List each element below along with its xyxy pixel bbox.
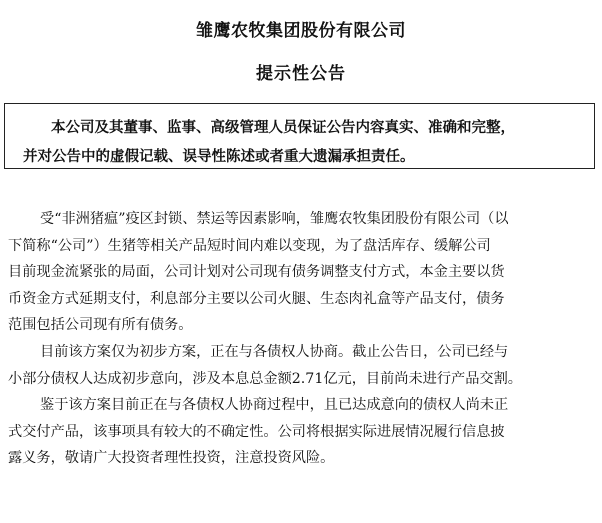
notice-title: 提示性公告	[256, 64, 346, 84]
responsibility-statement-box	[4, 103, 595, 169]
paragraph-3-line-1: 鉴于该方案目前正在与各债权人协商过程中，且已达成意向的债权人尚未正	[40, 397, 509, 414]
notice-body	[8, 206, 598, 472]
paragraph-1-line-4: 币资金方式延期支付，利息部分主要以公司火腿、生态肉礼盒等产品支付，债务	[8, 290, 505, 307]
paragraph-2-line-1: 目前该方案仅为初步方案，正在与各债权人协商。截止公告日，公司已经与	[40, 343, 509, 360]
company-name: 雏鹰农牧集团股份有限公司	[196, 21, 406, 41]
paragraph-3-line-3: 露义务，敬请广大投资者理性投资，注意投资风险。	[8, 450, 335, 467]
statement-line-1: 本公司及其董事、监事、高级管理人员保证公告内容真实、准确和完整，	[51, 119, 515, 136]
paragraph-1-line-5: 范围包括公司现有所有债务。	[8, 317, 193, 334]
paragraph-2-line-2: 小部分债权人达成初步意向，涉及本息总金额2.71亿元，目前尚未进行产品交割。	[8, 370, 522, 387]
paragraph-3-line-2: 式交付产品，该事项具有较大的不确定性。公司将根据实际进展情况履行信息披	[8, 423, 505, 440]
paragraph-1-line-3: 目前现金流紧张的局面，公司计划对公司现有债务调整支付方式，本金主要以货	[8, 264, 505, 281]
paragraph-1-line-2: 下简称“公司”）生猪等相关产品短时间内难以变现，为了盘活库存、缓解公司	[8, 237, 491, 254]
statement-line-2: 并对公告中的虚假记载、误导性陈述或者重大遗漏承担责任。	[23, 148, 415, 165]
paragraph-1-line-1: 受“非洲猪瘟”疫区封锁、禁运等因素影响，雏鹰农牧集团股份有限公司（以	[40, 211, 509, 227]
